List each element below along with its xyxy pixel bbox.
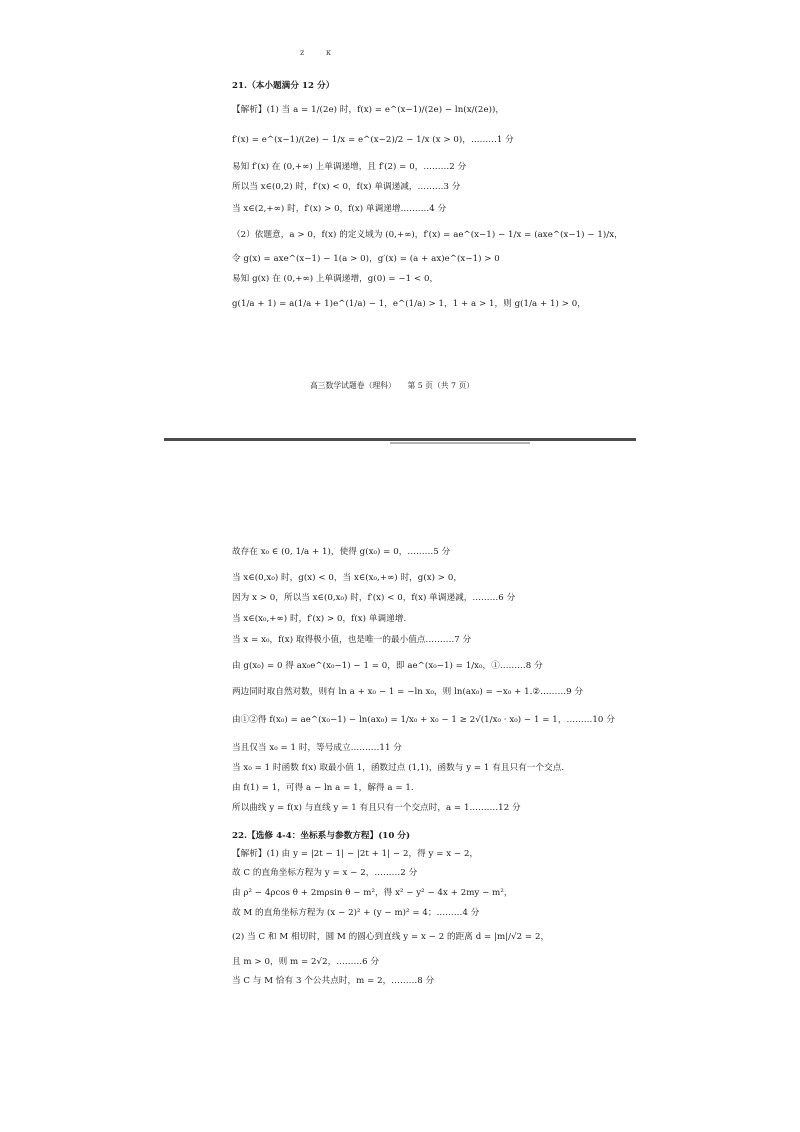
p2-line: 由 f(1) = 1，可得 a − ln a = 1，解得 a = 1. <box>232 783 414 793</box>
p1-line: 【解析】(1) 当 a = 1/(2e) 时，f(x) = e^(x−1)/(2e) − ln(x/(2e))， <box>232 105 505 115</box>
p2-line: (2) 当 C 和 M 相切时，圆 M 的圆心到直线 y = x − 2 的距离 d = |m|/√2 = 2， <box>232 932 550 942</box>
page-divider <box>164 438 636 441</box>
p2-line: 由①②得 f(x₀) = ae^(x₀−1) − ln(ax₀) = 1/x₀ + x₀ − 1 ≥ 2√(1/x₀ · x₀) − 1 = 1，………10 分 <box>232 715 615 725</box>
p1-line: 令 g(x) = axe^(x−1) − 1(a > 0)，g′(x) = (a + ax)e^(x−1) > 0 <box>232 254 500 264</box>
p2-line: 所以曲线 y = f(x) 与直线 y = 1 有且只有一个交点时，a = 1.………12 分 <box>232 803 521 813</box>
p1-line: 当 x∈(2,+∞) 时，f′(x) > 0，f(x) 单调递增.………4 分 <box>232 204 447 214</box>
p2-line: 当 x = x₀，f(x) 取得极小值，也是唯一的最小值点.………7 分 <box>232 635 472 645</box>
p2-line: 因为 x > 0，所以当 x∈(0,x₀) 时，f′(x) < 0，f(x) 单调递减，………6 分 <box>232 593 516 603</box>
p1-line: 易知 f′(x) 在 (0,+∞) 上单调递增，且 f′(2) = 0，………2 分 <box>232 162 467 172</box>
p2-line: 故 M 的直角坐标方程为 (x − 2)² + (y − m)² = 4；………4 分 <box>232 908 480 918</box>
p2-line: 且 m > 0，则 m = 2√2，………6 分 <box>232 957 380 967</box>
p2-line: 当 x∈(x₀,+∞) 时，f′(x) > 0，f(x) 单调递增. <box>232 614 407 624</box>
p1-line: 所以当 x∈(0,2) 时，f′(x) < 0，f(x) 单调递减，………3 分 <box>232 182 461 192</box>
page-footer: 高三数学试题卷（理科） 第 5 页（共 7 页） <box>310 381 475 390</box>
page-divider-ghost <box>390 442 530 444</box>
p2-line: 22.【选修 4-4：坐标系与参数方程】(10 分) <box>232 831 411 841</box>
p2-line: 故存在 x₀ ∈ (0, 1/a + 1)，使得 g(x₀) = 0，………5 分 <box>232 547 451 557</box>
p1-line: f′(x) = e^(x−1)/(2e) − 1/x = e^(x−2)/2 − 1/x (x > 0)，………1 分 <box>232 135 514 145</box>
p1-line: 21.（本小题满分 12 分） <box>232 81 335 91</box>
scan-mark-right: κ <box>326 48 331 57</box>
p2-line: 由 g(x₀) = 0 得 ax₀e^(x₀−1) − 1 = 0，即 ae^(x₀−1) = 1/x₀，①………8 分 <box>232 661 543 671</box>
scan-mark-left: z <box>300 48 305 57</box>
p2-line: 两边同时取自然对数，则有 ln a + x₀ − 1 = −ln x₀，则 ln(ax₀) = −x₀ + 1.②………9 分 <box>232 687 584 697</box>
p1-line: g(1/a + 1) = a(1/a + 1)e^(1/a) − 1，e^(1/a) > 1，1 + a > 1，则 g(1/a + 1) > 0， <box>232 299 586 309</box>
p2-line: 当 x₀ = 1 时函数 f(x) 取最小值 1，函数过点 (1,1)，函数与 y = 1 有且只有一个交点. <box>232 763 565 773</box>
p2-line: 当且仅当 x₀ = 1 时，等号成立.………11 分 <box>232 743 402 753</box>
p2-line: 由 ρ² − 4ρcos θ + 2mρsin θ − m²，得 x² − y² − 4x + 2my − m²， <box>232 888 513 898</box>
p1-line: （2）依题意，a > 0，f(x) 的定义域为 (0,+∞)，f′(x) = ae^(x−1) − 1/x = (axe^(x−1) − 1)/x， <box>232 230 623 240</box>
p2-line: 故 C 的直角坐标方程为 y = x − 2，………2 分 <box>232 868 418 878</box>
p1-line: 易知 g(x) 在 (0,+∞) 上单调递增，g(0) = −1 < 0， <box>232 274 439 284</box>
p2-line: 当 C 与 M 恰有 3 个公共点时，m = 2，………8 分 <box>232 976 435 986</box>
p2-line: 当 x∈(0,x₀) 时，g(x) < 0，当 x∈(x₀,+∞) 时，g(x) > 0， <box>232 573 462 583</box>
p2-line: 【解析】(1) 由 y = |2t − 1| − |2t + 1| − 2，得 y = x − 2， <box>232 849 479 859</box>
